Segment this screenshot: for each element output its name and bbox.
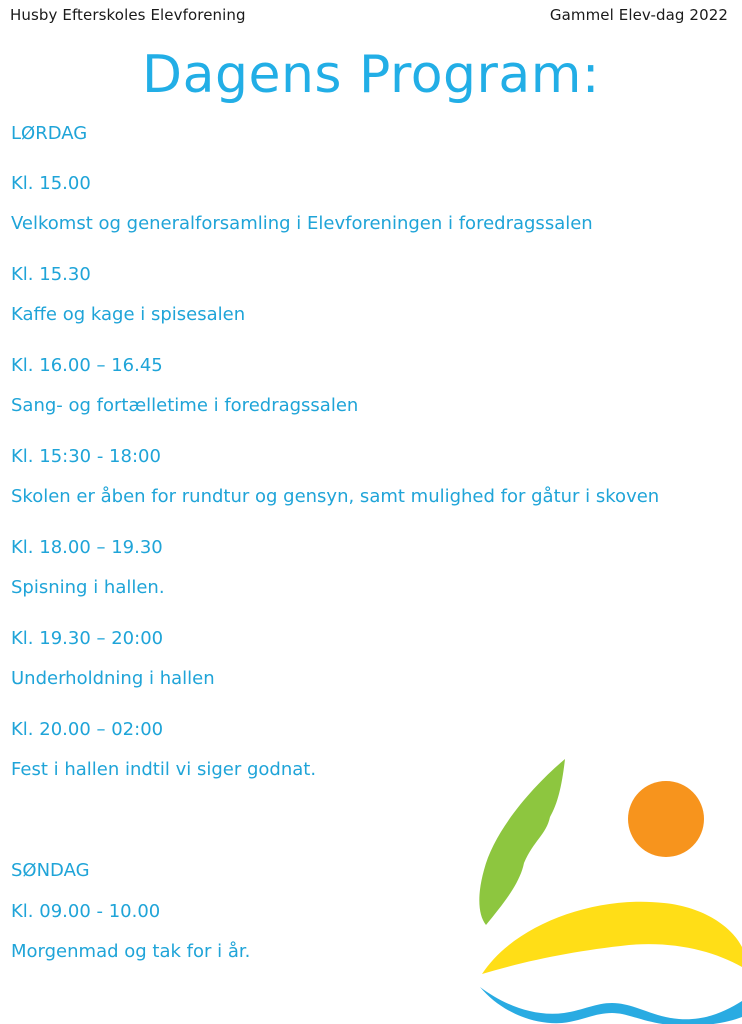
- day-heading-sunday: SØNDAG: [11, 860, 90, 881]
- page-title: Dagens Program:: [142, 45, 600, 105]
- schedule-time: Kl. 18.00 – 19.30: [11, 537, 163, 558]
- schedule-activity: Velkomst og generalforsamling i Elevforeningen i foredragssalen: [11, 213, 593, 234]
- logo-yellow-hill: [482, 902, 742, 974]
- schedule-time: Kl. 20.00 – 02:00: [11, 719, 164, 740]
- schedule-activity: Morgenmad og tak for i år.: [11, 941, 251, 962]
- schedule-activity: Spisning i hallen.: [11, 577, 165, 598]
- logo-green-leaf: [479, 759, 565, 925]
- schedule-time: Kl. 15:30 - 18:00: [11, 446, 161, 467]
- schedule-activity: Skolen er åben for rundtur og gensyn, samt mulighed for gåtur i skoven: [11, 486, 660, 507]
- logo-blue-wave: [480, 987, 742, 1024]
- logo-orange-sun: [628, 781, 704, 857]
- schedule-activity: Fest i hallen indtil vi siger godnat.: [11, 759, 317, 780]
- schedule-time: Kl. 16.00 – 16.45: [11, 355, 163, 376]
- schedule-time: Kl. 15.00: [11, 173, 91, 194]
- header-event-name: Gammel Elev-dag 2022: [549, 6, 728, 24]
- schedule-activity: Kaffe og kage i spisesalen: [11, 304, 246, 325]
- schedule-time: Kl. 09.00 - 10.00: [11, 901, 161, 922]
- header-school-name: Husby Efterskoles Elevforening: [10, 6, 246, 24]
- school-logo: [474, 755, 742, 1024]
- schedule-activity: Sang- og fortælletime i foredragssalen: [11, 395, 359, 416]
- day-heading-saturday: LØRDAG: [11, 123, 88, 144]
- schedule-time: Kl. 19.30 – 20:00: [11, 628, 164, 649]
- schedule-activity: Underholdning i hallen: [11, 668, 215, 689]
- schedule-time: Kl. 15.30: [11, 264, 91, 285]
